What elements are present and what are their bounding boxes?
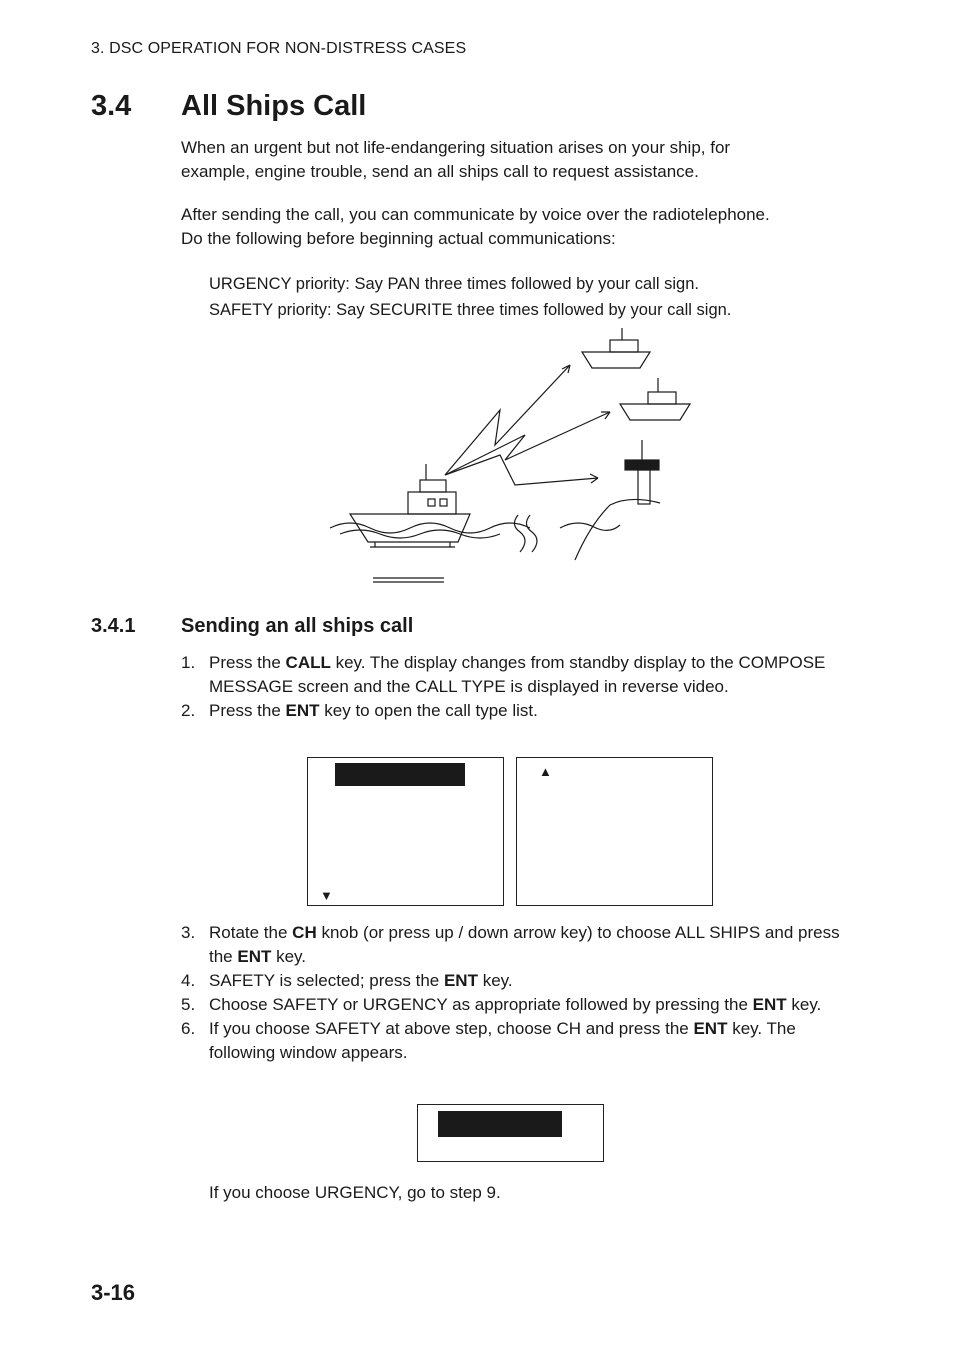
running-head: 3. DSC OPERATION FOR NON-DISTRESS CASES: [91, 40, 467, 57]
key-name: ENT: [693, 1019, 728, 1038]
key-name: ENT: [237, 947, 272, 966]
triangle-down-icon: ▼: [320, 888, 333, 903]
step-number: 2.: [181, 701, 196, 720]
call-type-reverse-video-field: [335, 763, 465, 786]
steps-list-part-1: [181, 651, 846, 723]
step-text: Choose SAFETY or URGENCY as appropriate followed by pressing the: [209, 995, 753, 1014]
step-text: SAFETY is selected; press the: [209, 971, 444, 990]
step-number: 6.: [181, 1019, 196, 1038]
sea-wave-line: [560, 523, 620, 530]
intro-line: When an urgent but not life-endangering situation arises on your ship, for: [181, 138, 731, 157]
step-text: key. The following window appears.: [209, 1019, 796, 1062]
key-name: CH: [292, 923, 317, 942]
step-number: 1.: [181, 653, 196, 672]
intro-line: After sending the call, you can communicate by voice over the radiotelephone.: [181, 205, 770, 224]
urgency-note: If you choose URGENCY, go to step 9.: [209, 1183, 501, 1202]
step-text: key.: [477, 971, 513, 990]
section-number: 3.4: [91, 90, 132, 122]
compose-message-screen: [307, 757, 504, 906]
intro-line: Do the following before beginning actual communications:: [181, 229, 616, 248]
coast-station-top: [625, 460, 659, 470]
ship-window: [428, 499, 435, 506]
triangle-up-icon: ▲: [539, 764, 552, 779]
key-name: ENT: [752, 995, 787, 1014]
list-item: [181, 699, 846, 723]
call-type-list-screen: [516, 757, 713, 906]
list-item: [181, 1017, 846, 1065]
step-text: key.: [786, 995, 822, 1014]
ship-hull-line: [370, 542, 455, 547]
list-item: [181, 651, 846, 699]
key-name: ENT: [443, 971, 478, 990]
list-item: [181, 969, 846, 993]
coast-station-tower: [638, 470, 650, 504]
list-item: [181, 921, 846, 969]
ship-bridge: [420, 480, 446, 492]
radio-signal-bolt: [445, 455, 598, 485]
ship-window: [440, 499, 447, 506]
receiving-ship-hull: [582, 352, 650, 368]
step-text: If you choose SAFETY at above step, choose CH and press the: [209, 1019, 694, 1038]
step-text: Rotate the: [209, 923, 293, 942]
ship-deckhouse: [408, 492, 456, 514]
shoreline: [575, 499, 660, 560]
all-ships-call-illustration: [320, 320, 700, 590]
squiggle-mark: [526, 515, 537, 552]
list-item: [181, 993, 846, 1017]
urgency-priority-text: URGENCY priority: Say PAN three times followed by your call sign.: [209, 275, 699, 293]
intro-line: example, engine trouble, send an all ships call to request assistance.: [181, 162, 699, 181]
safety-priority-text: SAFETY priority: Say SECURITE three times followed by your call sign.: [209, 301, 732, 319]
step-number: 4.: [181, 971, 196, 990]
receiving-ship-house: [610, 340, 638, 352]
page-number: 3-16: [91, 1280, 136, 1305]
subsection-title: Sending an all ships call: [181, 615, 414, 637]
channel-window-screen: [417, 1104, 604, 1162]
section-title: All Ships Call: [181, 90, 367, 122]
steps-list-part-2: [181, 921, 846, 1065]
channel-reverse-video-field: [438, 1111, 562, 1137]
squiggle-mark: [514, 515, 525, 552]
key-name: ENT: [285, 701, 320, 720]
intro-paragraph-1: [181, 136, 841, 184]
receiving-ship-hull: [620, 404, 690, 420]
receiving-ship-house: [648, 392, 676, 404]
step-text: key.: [271, 947, 306, 966]
key-name: CALL: [285, 653, 331, 672]
subsection-number: 3.4.1: [91, 615, 136, 637]
step-number: 5.: [181, 995, 196, 1014]
step-text: Press the: [209, 701, 286, 720]
step-text: key. The display changes from standby display to the COMPOSE MESSAGE screen and the CALL TYPE is displayed in reverse video.: [209, 653, 826, 696]
step-text: knob (or press up / down arrow key) to choose ALL SHIPS and press the: [209, 923, 840, 966]
intro-paragraph-2: [181, 203, 841, 251]
step-text: Press the: [209, 653, 286, 672]
step-text: key to open the call type list.: [319, 701, 538, 720]
step-number: 3.: [181, 923, 196, 942]
